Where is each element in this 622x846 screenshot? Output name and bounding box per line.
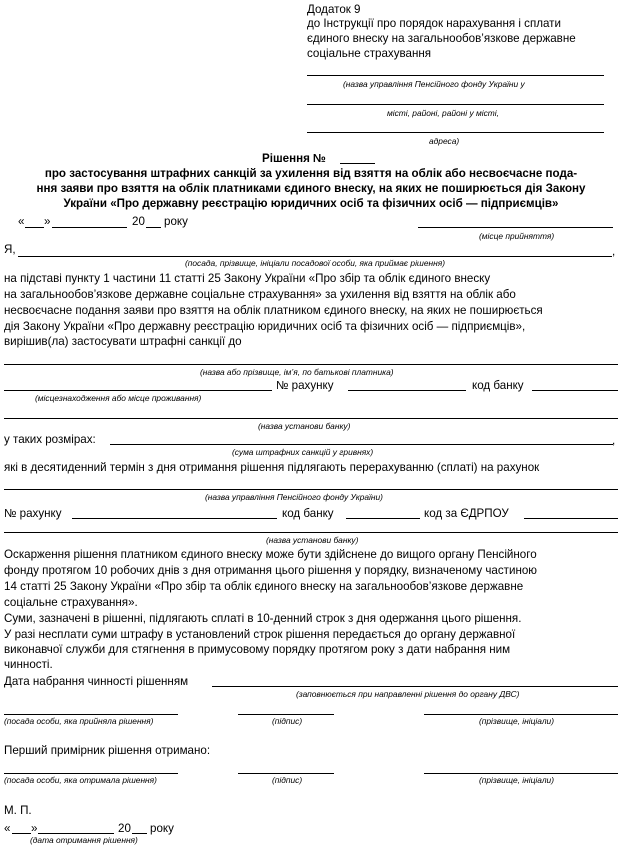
account-label-2: № рахунку bbox=[4, 507, 62, 520]
position-adopted-line[interactable] bbox=[4, 714, 178, 715]
bank-code-label: код банку bbox=[472, 379, 524, 392]
pension-office-line[interactable] bbox=[4, 489, 618, 490]
appendix-line-1: до Інструкції про порядок нарахування і сплати bbox=[307, 17, 561, 30]
receipt-date-close-quote: » bbox=[31, 822, 38, 835]
pay-line-2: У разі несплати суми штрафу в установлений строк рішення передається до органу державної bbox=[4, 628, 516, 641]
effective-date-label: Дата набрання чинності рішенням bbox=[4, 675, 189, 688]
place-caption: (місце прийняття) bbox=[479, 231, 555, 241]
address-caption: адреса) bbox=[429, 136, 460, 146]
city-line[interactable] bbox=[307, 104, 604, 105]
transfer-text: які в десятиденний термін з дня отримання рішення підлягають перерахуванню (сплаті) на рахунок bbox=[4, 461, 540, 474]
bank-name-line[interactable] bbox=[4, 418, 618, 419]
decision-line-2: ння заяви про взяття на облік платниками єдиного внеску, на яких не поширюється дія Закону bbox=[36, 182, 586, 195]
official-line[interactable] bbox=[18, 256, 612, 257]
pension-office-caption: (назва управління Пенсійного фонду України) bbox=[205, 492, 383, 502]
effective-date-line[interactable] bbox=[212, 686, 618, 687]
signature-caption-2: (підпис) bbox=[272, 775, 303, 785]
bank-code-line-2[interactable] bbox=[346, 518, 420, 519]
office-line[interactable] bbox=[307, 75, 604, 76]
account-line-2[interactable] bbox=[72, 518, 277, 519]
bank-code-label-2: код банку bbox=[282, 507, 334, 520]
receipt-date-day-line[interactable] bbox=[12, 833, 31, 834]
bank-name-line-2[interactable] bbox=[4, 532, 618, 533]
decision-line-1: про застосування штрафних санкцій за ухилення від взяття на облік або несвоєчасне пода- bbox=[44, 167, 578, 180]
signature-line-2[interactable] bbox=[238, 773, 334, 774]
pay-line-1: Суми, зазначені в рішенні, підлягають сплаті в 10-денний строк з дня одержання цього рішення. bbox=[4, 612, 522, 625]
decision-line-3: України «Про державну реєстрацію юридичних осіб та фізичних осіб — підприємців» bbox=[63, 197, 559, 210]
receipt-date-year-prefix: 20 bbox=[118, 822, 131, 835]
basis-line-3: несвоєчасне подання заяви про взяття на облік платником єдиного внеску, на яких не поширюється bbox=[4, 304, 543, 317]
appendix-title: Додаток 9 bbox=[307, 3, 361, 16]
payer-caption: (назва або прізвище, ім’я, по батькові платника) bbox=[200, 367, 394, 377]
amount-caption: (сума штрафних санкцій у гривнях) bbox=[232, 447, 374, 457]
dvs-caption: (заповнюється при направленні рішення до органу ДВС) bbox=[296, 689, 520, 699]
official-caption: (посада, прізвище, ініціали посадової особи, яка приймає рішення) bbox=[185, 258, 446, 268]
receipt-date-year-line[interactable] bbox=[132, 833, 147, 834]
date-year-word: року bbox=[164, 215, 188, 228]
date-day-line[interactable] bbox=[25, 227, 44, 228]
receipt-date-year-word: року bbox=[150, 822, 174, 835]
edrpou-label: код за ЄДРПОУ bbox=[424, 507, 509, 520]
bank-name-caption-2: (назва установи банку) bbox=[266, 535, 359, 545]
appendix-line-3: соціальне страхування bbox=[307, 47, 432, 60]
position-adopted-caption: (посада особи, яка прийняла рішення) bbox=[4, 716, 154, 726]
date-month-line[interactable] bbox=[52, 227, 127, 228]
date-close-quote: » bbox=[44, 215, 51, 228]
copy-received-label: Перший примірник рішення отримано: bbox=[4, 744, 211, 757]
position-received-caption: (посада особи, яка отримала рішення) bbox=[4, 775, 157, 785]
i-prefix: Я, bbox=[4, 243, 16, 256]
amount-comma: , bbox=[612, 434, 616, 447]
city-caption: місті, районі, районі у місті, bbox=[387, 108, 499, 118]
name-caption-1: (прізвище, ініціали) bbox=[479, 716, 554, 726]
account-line[interactable] bbox=[348, 390, 466, 391]
name-line-2[interactable] bbox=[424, 773, 618, 774]
date-year-prefix: 20 bbox=[132, 215, 145, 228]
name-line-1[interactable] bbox=[424, 714, 618, 715]
date-open-quote: « bbox=[18, 215, 25, 228]
address-line[interactable] bbox=[307, 132, 604, 133]
pay-line-3: виконавчої служби для стягнення в примусовому порядку протягом року з дати набрання ним bbox=[4, 643, 511, 656]
signature-line-1[interactable] bbox=[238, 714, 334, 715]
residence-line[interactable] bbox=[4, 390, 272, 391]
appendix-line-2: єдиного внеску на загальнообов’язкове державне bbox=[307, 32, 576, 45]
receipt-date-month-line[interactable] bbox=[38, 833, 114, 834]
decision-title: Рішення № bbox=[262, 152, 326, 165]
edrpou-line[interactable] bbox=[524, 518, 618, 519]
pay-line-4: чинності. bbox=[4, 658, 53, 671]
amount-label: у таких розмірах: bbox=[4, 433, 96, 446]
date-year-line[interactable] bbox=[146, 227, 161, 228]
receipt-date-caption: (дата отримання рішення) bbox=[30, 835, 138, 845]
position-received-line[interactable] bbox=[4, 773, 178, 774]
decision-number-line[interactable] bbox=[340, 163, 375, 164]
name-caption-2: (прізвище, ініціали) bbox=[479, 775, 554, 785]
appeal-line-4: соціальне страхування». bbox=[4, 596, 138, 609]
payer-line[interactable] bbox=[4, 364, 618, 365]
appeal-line-2: фонду протягом 10 робочих днів з дня отримання цього рішення у порядку, визначеному частиною bbox=[4, 564, 538, 577]
office-caption: (назва управління Пенсійного фонду України у bbox=[343, 79, 525, 89]
appeal-line-1: Оскарження рішення платником єдиного внеску може бути здійснене до вищого органу Пенсійного bbox=[4, 548, 537, 561]
bank-code-line[interactable] bbox=[532, 390, 618, 391]
official-comma: , bbox=[612, 245, 616, 258]
amount-line[interactable] bbox=[110, 444, 613, 445]
appeal-line-3: 14 статті 25 Закону України «Про збір та облік єдиного внеску на загальнообов’язкове державне bbox=[4, 580, 524, 593]
receipt-date-open-quote: « bbox=[4, 822, 11, 835]
basis-line-2: на загальнообов’язкове державне соціальне страхування» за ухилення від взяття на облік або bbox=[4, 288, 516, 301]
bank-name-caption: (назва установи банку) bbox=[258, 421, 351, 431]
basis-line-1: на підставі пункту 1 частини 11 статті 25 Закону України «Про збір та облік єдиного внеску bbox=[4, 272, 491, 285]
signature-caption-1: (підпис) bbox=[272, 716, 303, 726]
residence-caption: (місцезнаходження або місце проживання) bbox=[35, 393, 202, 403]
account-label: № рахунку bbox=[276, 379, 334, 392]
place-line[interactable] bbox=[418, 227, 613, 228]
seal-label: М. П. bbox=[4, 804, 32, 817]
basis-line-5: вирішив(ла) застосувати штрафні санкції до bbox=[4, 335, 242, 348]
basis-line-4: дія Закону України «Про державну реєстрацію юридичних осіб та фізичних осіб — підприємців», bbox=[4, 320, 526, 333]
